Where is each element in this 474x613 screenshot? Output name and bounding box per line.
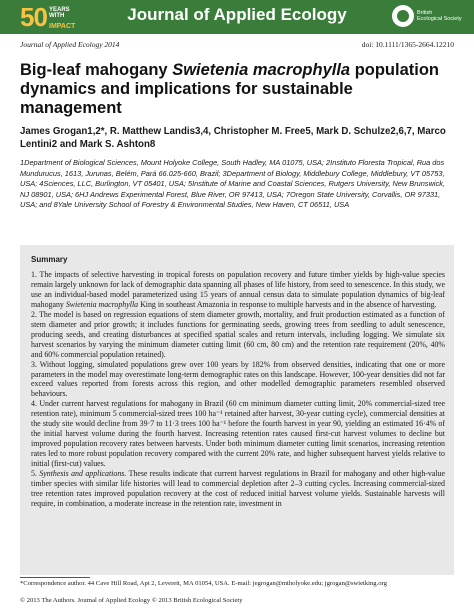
doi: doi: 10.1111/1365-2664.12210	[361, 40, 454, 49]
journal-year: Journal of Applied Ecology 2014	[20, 40, 120, 49]
journal-name: Journal of Applied Ecology	[127, 5, 347, 24]
summary-point-5: 5. Synthesis and applications. These results indicate that current harvest regulations in Brazil for mahogany and other high-value timber species with similar life histories will lead to commercial depletion after 2–3 cutting cycles. Increasing commercial-sized tree retention rates improved population recovery at the cost of reduced initial harvest volume yields. Sustainable harvests will require, in combination, a moderate increase in the retention rate, investment in	[31, 469, 446, 508]
article-title	[20, 61, 454, 118]
title-species: Swietenia macrophylla	[172, 61, 351, 79]
summary-heading: Summary	[31, 255, 68, 264]
summary-point-2: 2. The model is based on regression equations of stem diameter growth, mortality, and fruit production estimated as a function of stem diameter and prior growth; it includes functions for germinating seeds, growing trees from seedling to adult senescence, producing seeds, and creating disturbances at specified spatial scales and return intervals, including logging. We simulate six harvest scenarios by varying the minimum diameter cutting limit (60 cm, 80 cm) and the retention rate requirement (20%, 40% and 60% commercial population retained).	[31, 309, 445, 359]
society-name-line-2: Ecological Society	[417, 16, 462, 22]
title-part-1: Big-leaf mahogany	[20, 61, 173, 79]
journal-banner	[0, 0, 474, 34]
badge-number: 50	[20, 2, 47, 32]
footnote-rule	[20, 577, 90, 578]
society-logo	[392, 3, 466, 31]
summary-point-3: 3. Without logging, simulated populations grew over 100 years by 182% from observed densities, indicating that one or more parameters in the model may overestimate long-term demographic rates on this landscape. However, 100-year densities did not far exceed values reported from forests across this region, and other modelled demographic parameters resembled observed behaviours.	[31, 359, 445, 399]
society-name-line-1: British	[417, 10, 433, 16]
author-list: James Grogan1,2*, R. Matthew Landis3,4, Christopher M. Free5, Mark D. Schulze2,6,7, Marco Lentini2 and Mark S. Ashton8	[20, 126, 446, 150]
badge-line-1: YEARS WITH	[49, 7, 70, 19]
affiliations: 1Department of Biological Sciences, Mount Holyoke College, South Hadley, MA 01075, USA; 2Instituto Floresta Tropical, Rua dos Mundurucus, 1613, Jurunas, Belém, Pará 66.025-660, Brazil; 3Department of Biology, Middlebury College, Middlebury, VT 05753, USA; 4Sciences, LLC, Burlington, VT 05401, USA; 5Institute of Marine and Coastal Sciences, Rutgers University, New Brunswick, NJ 08901, USA; 6HJ Andrews Experimental Forest, Blue River, OR 97413, USA; 7Oregon State University, Corvallis, OR 97331, USA; and 8Yale University School of Forestry & Environmental Studies, New Haven, CT 06511, USA	[20, 158, 446, 210]
title-part-2: population dynamics and implications for sustainable management	[20, 61, 440, 117]
copyright-notice: © 2013 The Authors. Journal of Applied Ecology © 2013 British Ecological Society	[20, 597, 243, 604]
summary-point-4: 4. Under current harvest regulations for mahogany in Brazil (60 cm minimum diameter cutting limit, 20% commercial-sized tree retention rate), minimum 5 commercial-sized trees 100 ha⁻¹ retained after harvest, 30-year cutting cycle), commercial densities at the study site would decline from 39·7 to 11·3 trees 100 ha⁻¹ before the fourth harvest in year 90, yielding an estimated 16·4% of the initial harvest volume during the fourth harvest. Increasing retention rates caused first-cut harvest volumes to decline but improved population recovery rates between harvests. Under both minimum diameter cutting limit scenarios, increasing retention rates led to more robust population recovery compared with the current 20% rate, and higher subsequent harvest yields relative to initial (first-cut) values.	[31, 399, 445, 469]
summary-point-1: 1. The impacts of selective harvesting in tropical forests on population recovery and future timber yields by high-value species remain largely unknown for lack of demographic data spanning all phases of life history, from seed to senescence. In this study, we use an individual-based model parameterized using 15 years of annual census data to simulate population dynamics of big-leaf mahogany Swietenia macrophylla King in southeast Amazonia in response to multiple harvests and in the absence of harvesting.	[31, 270, 445, 309]
correspondence-footnote: *Correspondence author. 44 Cave Hill Road, Apt 2, Leverett, MA 01054, USA. E-mail: jegrogan@mtholyoke.edu; jgrogan@swietking.org	[20, 580, 387, 587]
society-emblem-icon	[392, 5, 414, 27]
summary-body	[31, 270, 445, 509]
badge-line-2: IMPACT	[49, 23, 76, 30]
